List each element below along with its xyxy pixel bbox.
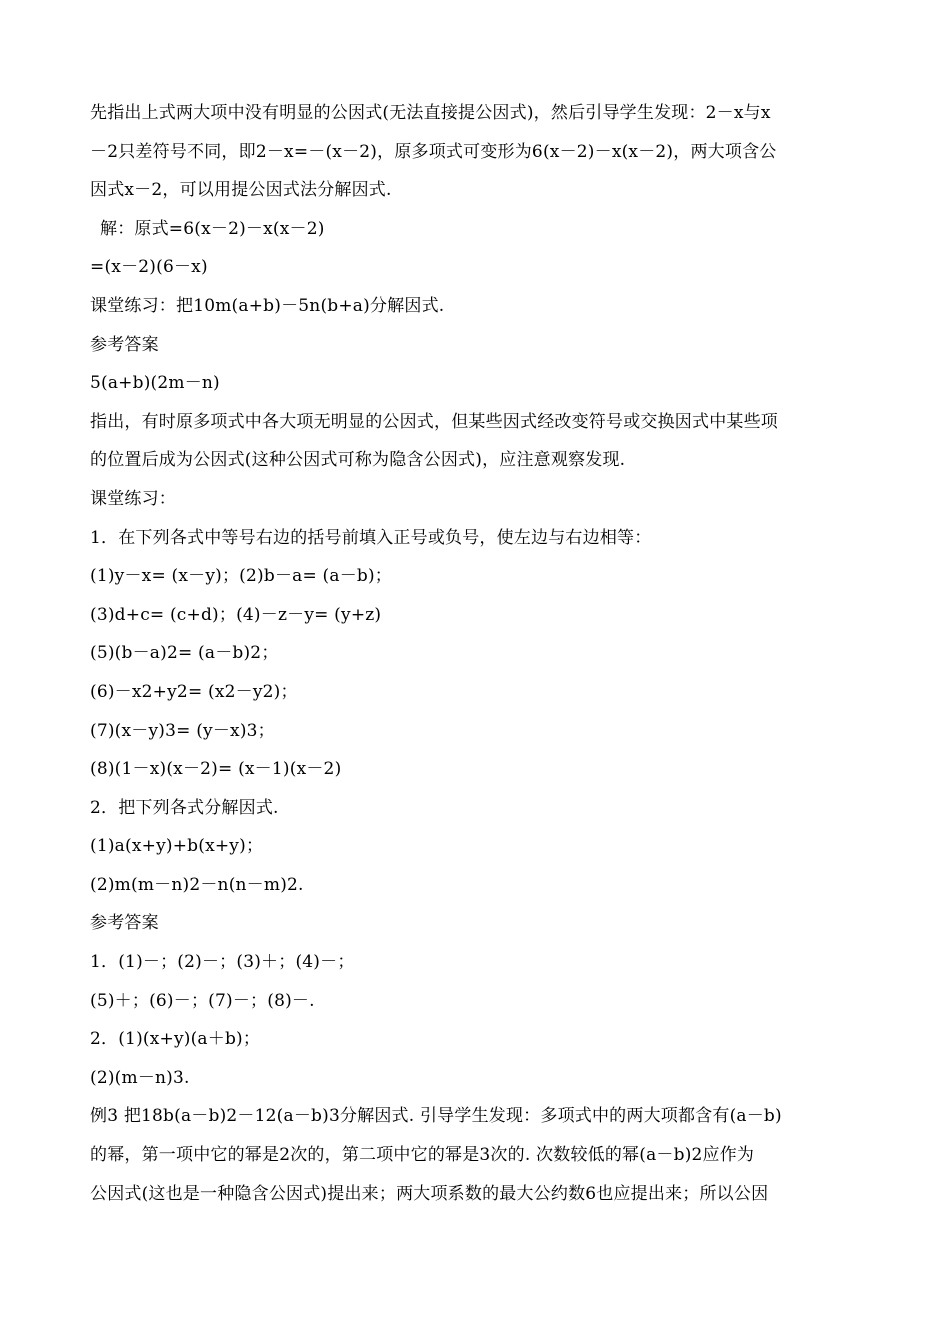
text-line-3: 因式x－2，可以用提公因式法分解因式. bbox=[90, 180, 392, 201]
text-line-1: 先指出上式两大项中没有明显的公因式(无法直接提公因式)，然后引导学生发现：2－x与x bbox=[90, 103, 771, 123]
answer-heading-2: 参考答案 bbox=[90, 913, 159, 934]
exercise-1-item-7: (7)(x－y)3= (y－x)3； bbox=[90, 720, 275, 741]
exercise-1-item-8: (8)(1－x)(x－2)= (x－1)(x－2) bbox=[90, 759, 342, 780]
answer-1-line-2: (5)＋；(6)－；(7)－；(8)－. bbox=[90, 990, 315, 1011]
answer-2-line-2: (2)(m－n)3. bbox=[90, 1067, 190, 1088]
exercise-1-item-1-2: (1)y－x= (x－y)；(2)b－a= (a－b)； bbox=[90, 566, 393, 587]
practice-line: 课堂练习：把10m(a+b)－5n(b+a)分解因式. bbox=[90, 295, 445, 316]
example-3-line-3: 公因式(这也是一种隐含公因式)提出来；两大项系数的最大公约数6也应提出来；所以公因 bbox=[90, 1183, 769, 1204]
exercise-1-item-3-4: (3)d+c= (c+d)；(4)－z－y= (y+z) bbox=[90, 604, 382, 625]
exercise-2-item-2: (2)m(m－n)2－n(n－m)2. bbox=[90, 874, 304, 895]
exercise-1-item-6: (6)－x2+y2= (x2－y2)； bbox=[90, 681, 298, 702]
example-3-line-1: 例3 把18b(a－b)2－12(a－b)3分解因式. 引导学生发现：多项式中的两大项都含有(a－b) bbox=[90, 1106, 782, 1127]
example-3-line-2: 的幂，第一项中它的幂是2次的，第二项中它的幂是3次的. 次数较低的幂(a－b)2应作为 bbox=[90, 1145, 755, 1166]
exercise-1-item-5: (5)(b－a)2= (a－b)2； bbox=[90, 643, 279, 664]
answer-line-1: 5(a+b)(2m－n) bbox=[90, 373, 220, 394]
solution-result-line: =(x－2)(6－x) bbox=[90, 257, 208, 278]
answer-2-line-1: 2．(1)(x+y)(a＋b)； bbox=[90, 1029, 261, 1050]
exercise-2-item-1: (1)a(x+y)+b(x+y)； bbox=[90, 836, 264, 857]
answer-heading-1: 参考答案 bbox=[90, 334, 159, 355]
note-line-1: 指出，有时原多项式中各大项无明显的公因式，但某些因式经改变符号或交换因式中某些项 bbox=[90, 411, 778, 432]
document-body bbox=[90, 94, 865, 1213]
exercise-1-prompt: 1．在下列各式中等号右边的括号前填入正号或负号，使左边与右边相等： bbox=[90, 527, 652, 548]
answer-1-line-1: 1．(1)－；(2)－；(3)＋；(4)－； bbox=[90, 952, 355, 973]
note-line-2: 的位置后成为公因式(这种公因式可称为隐含公因式)，应注意观察发现. bbox=[90, 450, 626, 471]
exercise-2-prompt: 2．把下列各式分解因式. bbox=[90, 797, 279, 818]
text-line-2: －2只差符号不同，即2－x=－(x－2)，原多项式可变形为6(x－2)－x(x－2)，两大项含公 bbox=[90, 141, 777, 162]
solution-line: 解：原式=6(x－2)－x(x－2) bbox=[100, 218, 325, 239]
practice-heading: 课堂练习： bbox=[90, 488, 176, 509]
